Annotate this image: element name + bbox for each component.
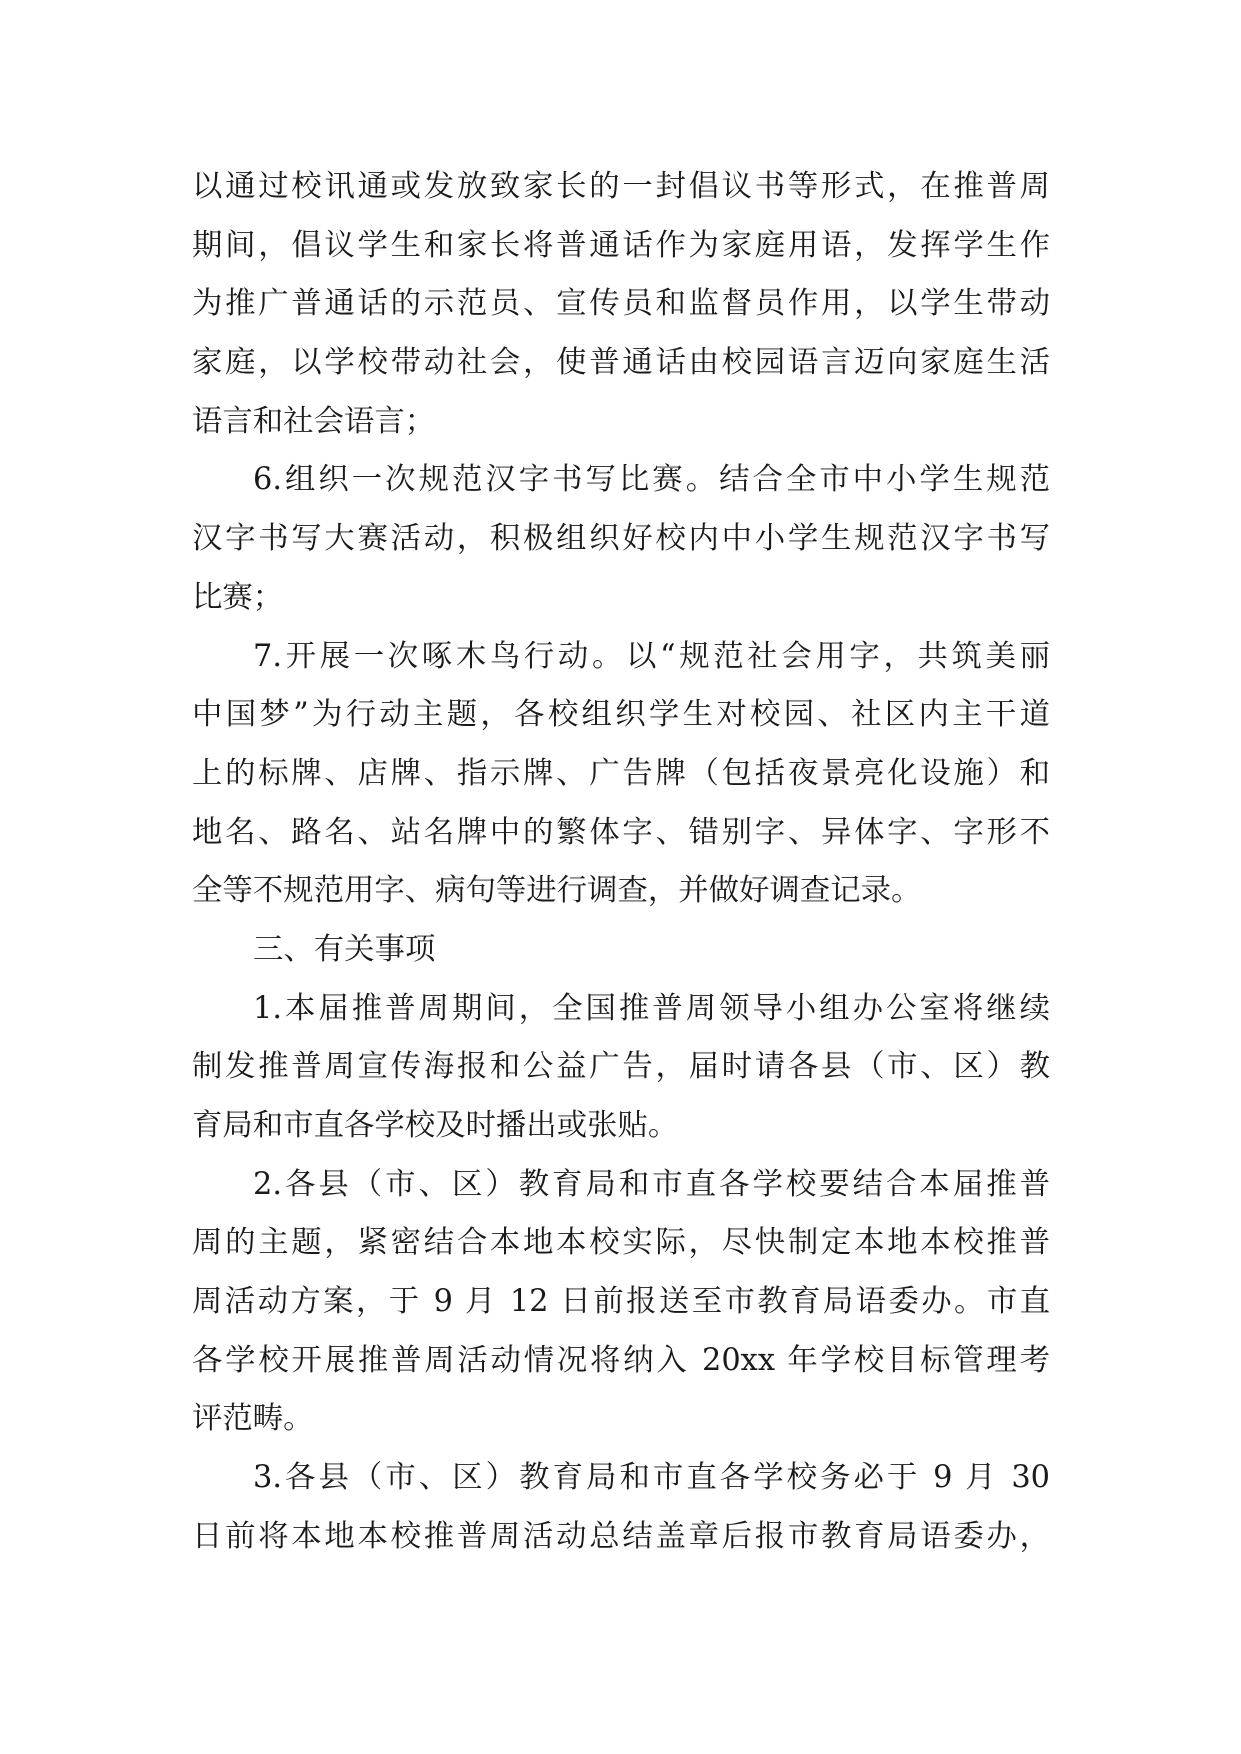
text-line: 为推广普通话的示范员、宣传员和监督员作用，以学生带动 [192, 286, 1050, 322]
text-line: 中国梦”为行动主题，各校组织学生对校园、社区内主干道 [192, 697, 1050, 733]
text-line: 语言和社会语言； [192, 403, 436, 439]
text-line: 1.本届推普周期间，全国推普周领导小组办公室将继续 [253, 990, 1050, 1026]
text-line: 地名、路名、站名牌中的繁体字、错别字、异体字、字形不 [192, 814, 1050, 850]
text-line: 3.各县（市、区）教育局和市直各学校务必于 9 月 30 [253, 1460, 1050, 1496]
document-page [192, 158, 1050, 1567]
text-line: 周活动方案，于 9 月 12 日前报送至市教育局语委办。市直 [192, 1284, 1050, 1320]
text-line: 周的主题，紧密结合本地本校实际，尽快制定本地本校推普 [192, 1225, 1050, 1261]
text-line: 全等不规范用字、病句等进行调查，并做好调查记录。 [192, 873, 922, 909]
text-line: 汉字书写大赛活动，积极组织好校内中小学生规范汉字书写 [192, 521, 1050, 557]
text-line: 上的标牌、店牌、指示牌、广告牌（包括夜景亮化设施）和 [192, 755, 1050, 791]
text-line: 三、有关事项 [253, 931, 436, 967]
text-line: 家庭，以学校带动社会，使普通话由校园语言迈向家庭生活 [192, 345, 1050, 381]
text-line: 评范畴。 [192, 1401, 314, 1437]
text-line: 期间，倡议学生和家长将普通话作为家庭用语，发挥学生作 [192, 227, 1050, 263]
text-line: 以通过校讯通或发放致家长的一封倡议书等形式，在推普周 [192, 169, 1050, 204]
text-line: 制发推普周宣传海报和公益广告，届时请各县（市、区）教 [192, 1049, 1050, 1085]
text-line: 7.开展一次啄木鸟行动。以“规范社会用字，共筑美丽 [253, 638, 1050, 674]
text-line: 日前将本地本校推普周活动总结盖章后报市教育局语委办， [192, 1518, 1050, 1554]
text-line: 育局和市直各学校及时播出或张贴。 [192, 1108, 679, 1143]
text-line: 2.各县（市、区）教育局和市直各学校要结合本届推普 [253, 1166, 1050, 1202]
text-line: 比赛； [192, 579, 284, 615]
text-line: 各学校开展推普周活动情况将纳入 20xx 年学校目标管理考 [192, 1342, 1050, 1378]
text-line: 6.组织一次规范汉字书写比赛。结合全市中小学生规范 [253, 462, 1050, 498]
